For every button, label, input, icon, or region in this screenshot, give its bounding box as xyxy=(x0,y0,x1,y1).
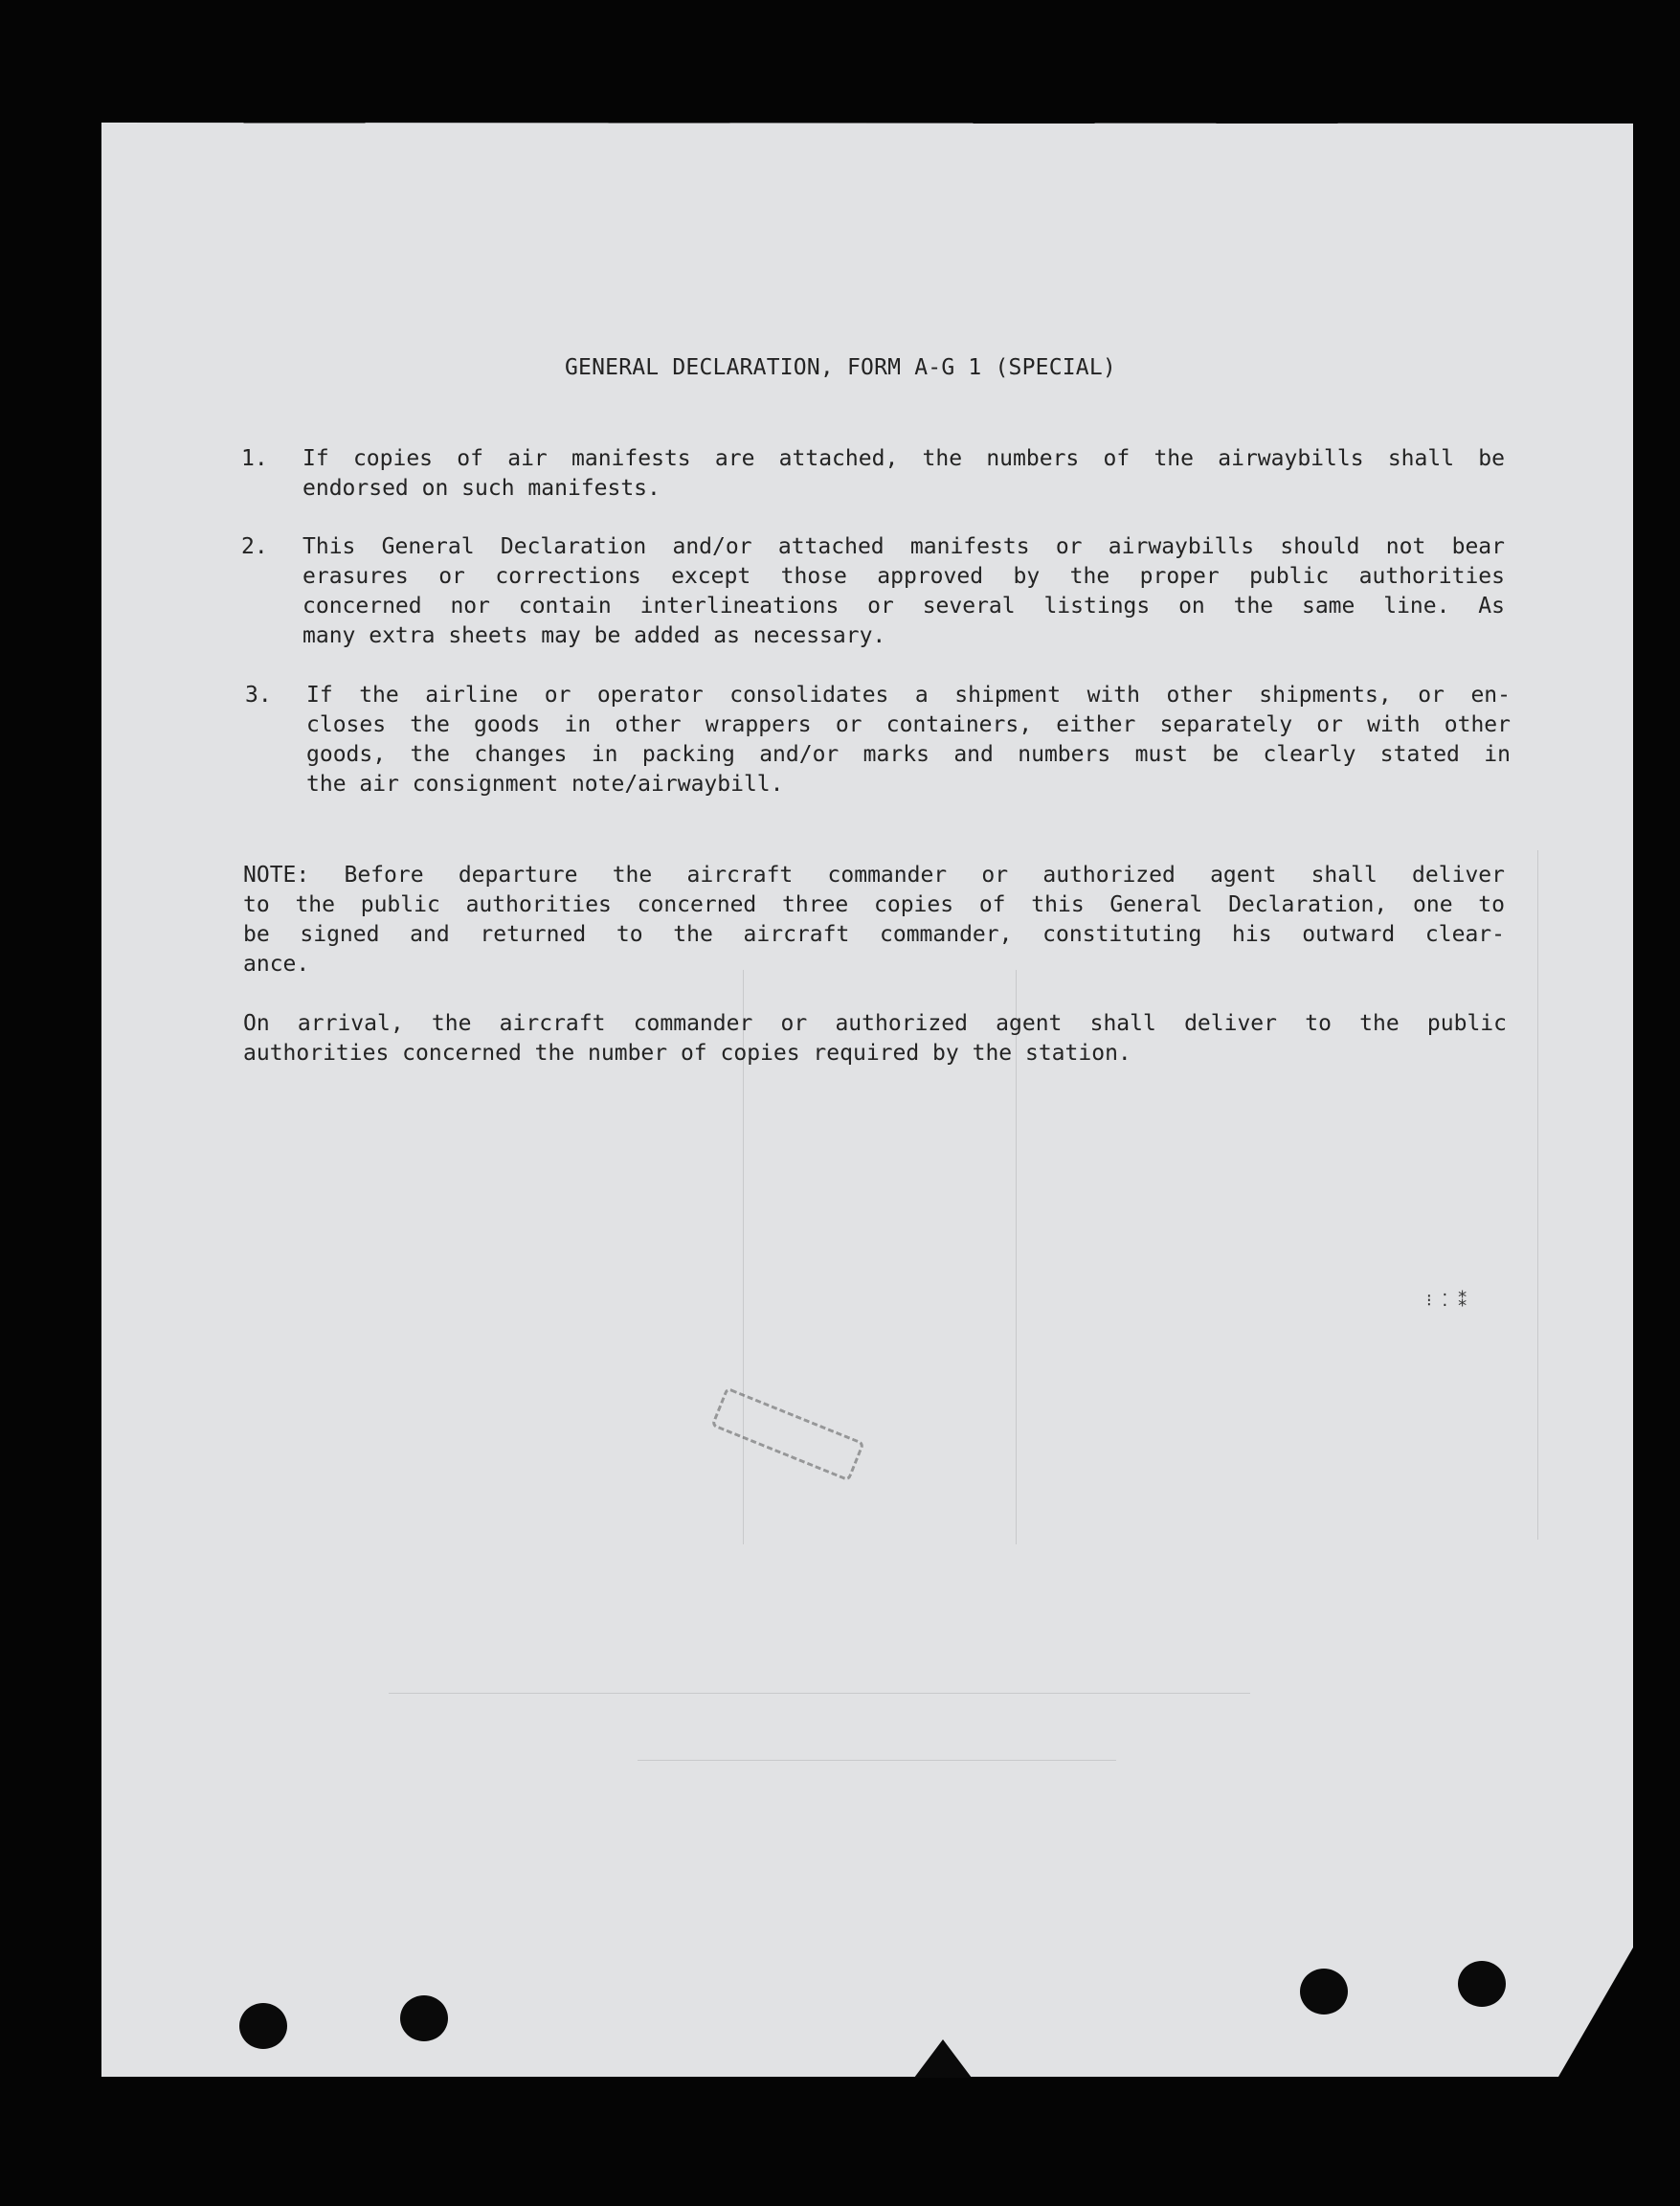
text-line: ance. xyxy=(243,952,310,977)
text-line: If the airline or operator consolidates a shipment with other shipments, or en- xyxy=(306,683,1511,708)
bleed-through-line xyxy=(389,1693,1250,1694)
text-line: many extra sheets may be added as necessary. xyxy=(302,623,886,648)
text-line: NOTE: Before departure the aircraft commander or authorized agent shall deliver xyxy=(243,863,1505,888)
bleed-through-line xyxy=(1537,850,1538,1540)
punch-hole xyxy=(1458,1961,1506,2007)
text-line: closes the goods in other wrappers or containers, either separately or with other xyxy=(306,712,1511,737)
arrival-paragraph xyxy=(243,1009,1507,1069)
item-text xyxy=(306,681,1511,799)
text-line: erasures or corrections except those approved by the proper public authorities xyxy=(302,564,1505,589)
page-title: GENERAL DECLARATION, FORM A-G 1 (SPECIAL) xyxy=(565,355,1116,380)
text-line: goods, the changes in packing and/or marks and numbers must be clearly stated in xyxy=(306,742,1511,767)
text-line: concerned nor contain interlineations or several listings on the same line. As xyxy=(302,594,1505,619)
item-number: 2. xyxy=(241,534,268,559)
paper-tear xyxy=(914,2039,972,2078)
text-line: authorities concerned the number of copies required by the station. xyxy=(243,1041,1131,1066)
paper-sheet xyxy=(101,123,1633,2077)
punch-hole xyxy=(400,1995,448,2041)
text-line: If copies of air manifests are attached, the numbers of the airwaybills shall be xyxy=(302,446,1505,471)
note-paragraph xyxy=(243,861,1505,979)
item-text xyxy=(302,444,1505,504)
punch-hole xyxy=(1300,1969,1348,2015)
item-text xyxy=(302,532,1505,651)
item-number: 1. xyxy=(241,446,268,471)
item-number: 3. xyxy=(245,683,272,708)
punch-hole xyxy=(239,2003,287,2049)
text-line: On arrival, the aircraft commander or authorized agent shall deliver to the public xyxy=(243,1011,1507,1036)
text-line: to the public authorities concerned three copies of this General Declaration, one to xyxy=(243,892,1505,917)
ink-specks: ⁝ ⁚ ⁑ xyxy=(1426,1291,1467,1311)
text-line: This General Declaration and/or attached manifests or airwaybills should not bear xyxy=(302,534,1505,559)
text-line: endorsed on such manifests. xyxy=(302,476,661,501)
bleed-through-line xyxy=(638,1760,1116,1761)
text-line: the air consignment note/airwaybill. xyxy=(306,772,784,797)
text-line: be signed and returned to the aircraft commander, constituting his outward clear- xyxy=(243,922,1505,947)
